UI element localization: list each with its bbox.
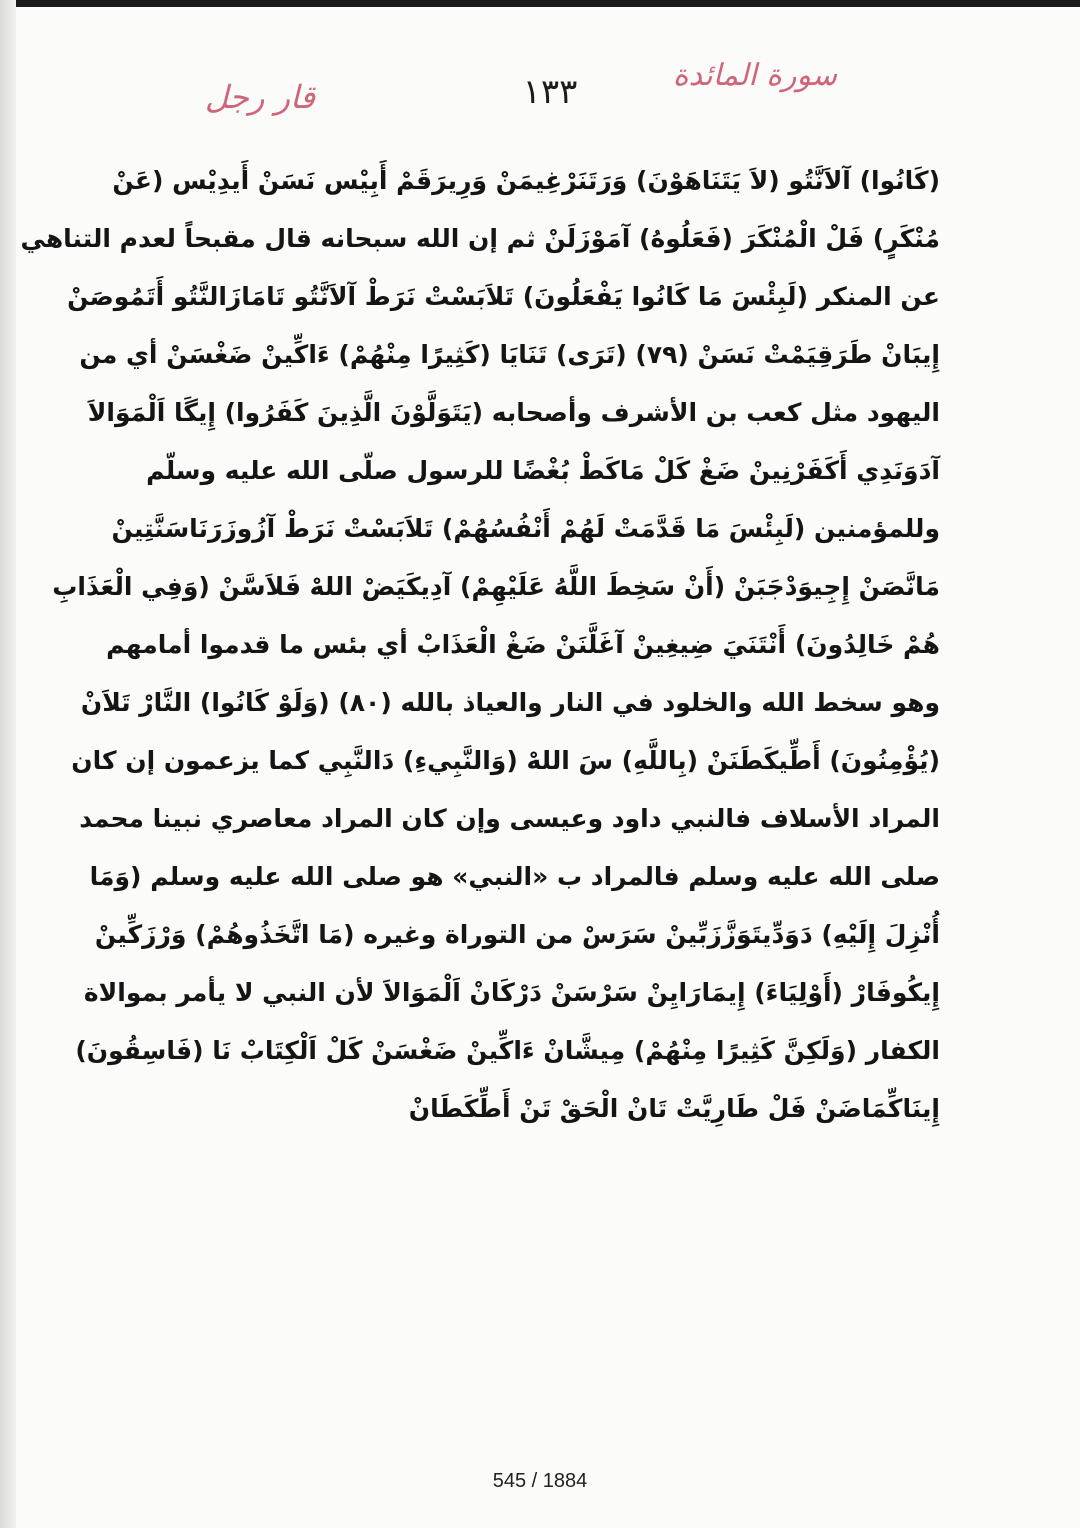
text-line: هُمْ خَالِدُونَ) أَنْتَنَيَ ضِيغِينْ آغَلَّنَنْ ضَغْ الْعَذَابْ أي بئس ما قدموا أمامهم — [106, 630, 940, 659]
page-number: ١٣٣ — [522, 72, 578, 112]
text-line: آدَوَنَدِي أَكَفَرْنِينْ ضَغْ كَلْ مَاكَطْ بُغْضًا للرسول صلّى الله عليه وسلّم — [146, 456, 940, 485]
text-line: وللمؤمنين (لَبِئْسَ مَا قَدَّمَتْ لَهُمْ أَنْفُسُهُمْ) تَلاَبَسْتْ نَرَطْ آزُوزَرَنَاسَنَّتِينْ — [111, 514, 940, 543]
text-line: مَانَّصَنْ إِجِيوَدْجَبَنْ (أَنْ سَخِطَ اللَّهُ عَلَيْهِمْ) آدِيكَيَضْ اللهْ فَلاَسَّنْ (وَفِي الْعَذَابِ — [52, 572, 940, 601]
text-line: أُنْزِلَ إِلَيْهِ) دَوَدِّيتَوَزَّزَبِّينْ سَرَسْ من التوراة وغيره (مَا اتَّخَذُوهُمْ) وَرْزَكِّينْ — [94, 920, 940, 949]
scan-left-edge — [0, 0, 16, 1528]
text-line: وهو سخط الله والخلود في النار والعياذ بالله (٨٠) (وَلَوْ كَانُوا) النَّارْ تَلاَنْ — [80, 688, 940, 717]
scan-top-edge — [0, 0, 1080, 7]
text-line: الكفار (وَلَكِنَّ كَثِيرًا مِنْهُمْ) مِيشَّانْ ءَاكِّينْ ضَغْسَنْ كَلْ اَلْكِتَابْ نَا (فَاسِقُونَ) — [75, 1036, 940, 1065]
text-line: إِيكُوفَارْ (أَوْلِيَاءَ) إِيمَارَايِنْ سَرْسَنْ دَرْكَانْ اَلْمَوَالاَ لأن النبي لا يأمر بموالاة — [83, 978, 940, 1007]
tafsir-text-block — [20, 152, 940, 1138]
handwritten-margin-note: قار رجل — [204, 78, 316, 116]
text-line: اليهود مثل كعب بن الأشرف وأصحابه (يَتَوَلَّوْنَ الَّذِينَ كَفَرُوا) إِيگَا اَلْمَوَالاَ — [87, 398, 940, 427]
text-line: صلى الله عليه وسلم فالمراد ب «النبي» هو صلى الله عليه وسلم (وَمَا — [89, 862, 940, 891]
handwritten-surah-note: سورة المائدة — [672, 58, 838, 93]
text-line: عن المنكر (لَبِئْسَ مَا كَانُوا يَفْعَلُونَ) تَلاَبَسْتْ نَرَطْ آلاَنَّتُو تَامَازَالنَّتُو أَتَمُوصَنْ — [67, 282, 940, 311]
text-line: (يُؤْمِنُونَ) أَطِّيكَطَنَنْ (بِاللَّهِ) سَ اللهْ (وَالنَّبِيءِ) دَالنَّبِي كما يزعمون إن كان — [71, 746, 940, 775]
text-line: المراد الأسلاف فالنبي داود وعيسى وإن كان المراد معاصري نبينا محمد — [79, 804, 940, 833]
text-line: مُنْكَرٍ) فَلْ الْمُنْكَرَ (فَعَلُوهُ) آمَوْزَلَنْ ثم إن الله سبحانه قال مقبحاً لعدم التناهي — [20, 224, 940, 253]
page-counter: 545 / 1884 — [492, 1470, 588, 1492]
text-line: (كَانُوا) آلاَنَّتُو (لاَ يَتَنَاهَوْنَ) وَرَتَنَرْغِيمَنْ وَرِيرَقَمْ أَبِيْس نَسَنْ أَيدِيْس (عَنْ — [112, 166, 940, 195]
text-line: إِينَاكِّمَاضَنْ فَلْ طَارِيَّتْ تَانْ الْحَقْ تَنْ أَطِّكَطَانْ — [408, 1094, 940, 1123]
text-line: إِيبَانْ طَرَقِيَمْتْ نَسَنْ (٧٩) (تَرَى) تَنَايَا (كَثِيرًا مِنْهُمْ) ءَاكِّينْ ضَغْسَنْ أي من — [79, 340, 940, 369]
